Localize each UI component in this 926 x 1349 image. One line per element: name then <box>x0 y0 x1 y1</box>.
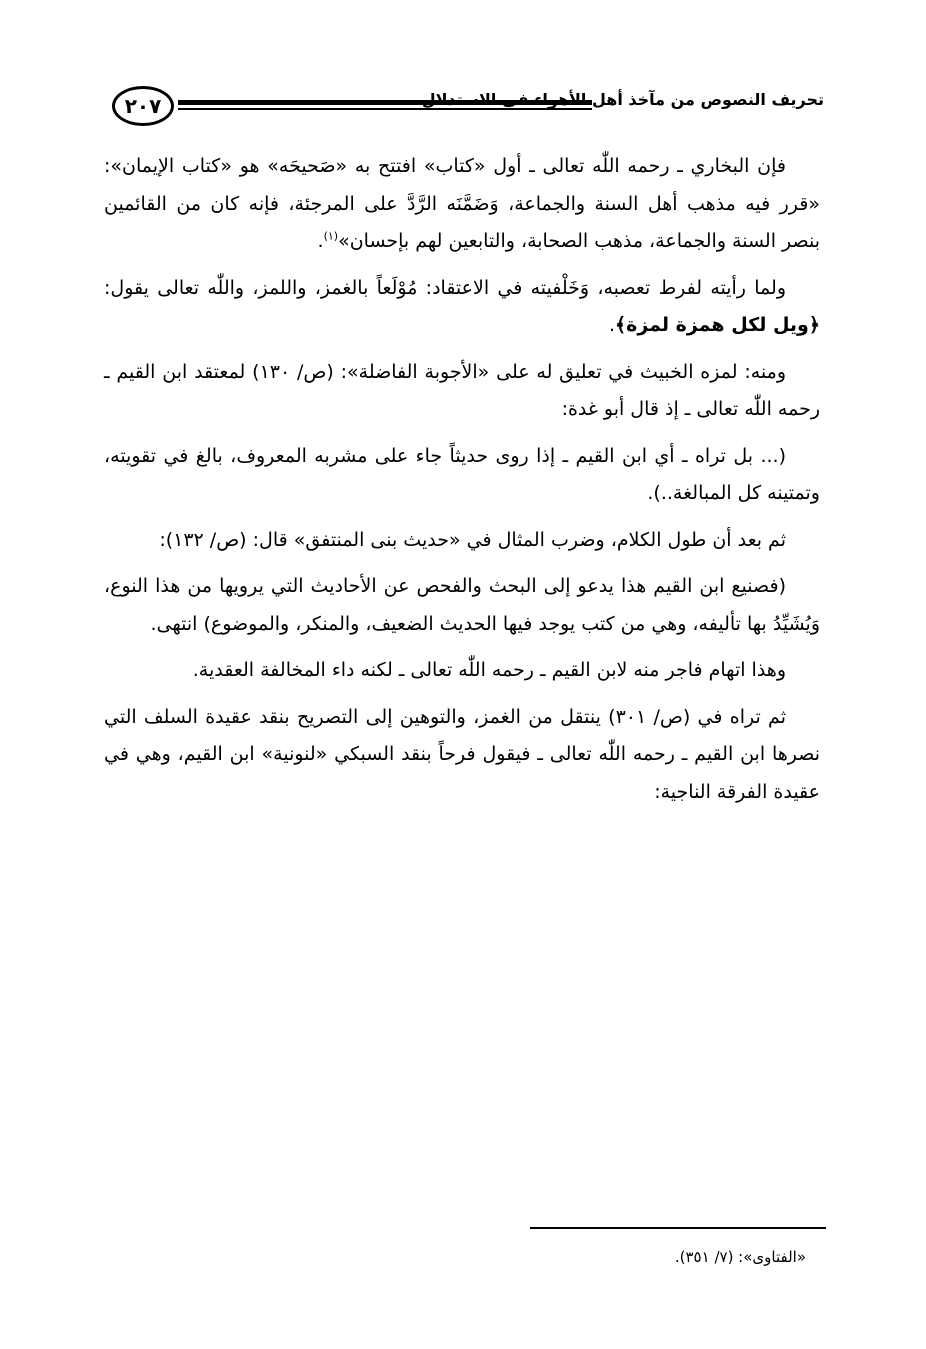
paragraph-7: وهذا اتهام فاجر منه لابن القيم ـ رحمه اللّٰه تعالى ـ لكنه داء المخالفة العقدية. <box>192 659 786 681</box>
paragraph-4-quote: (... بل تراه ـ أي ابن القيم ـ إذا روى حديثاً جاء على مشربه المعروف، بالغ في تقويته، وتمتينه كل المبالغة..). <box>104 444 820 504</box>
paragraph-1-end: . <box>317 230 324 252</box>
footnote-reference: (١) <box>323 229 339 243</box>
page-body <box>104 148 820 820</box>
page-header <box>112 84 824 134</box>
paragraph-2 <box>104 270 820 345</box>
running-title: تحريف النصوص من مآخذ أهل الأهواء في الاستدلال <box>421 90 824 109</box>
paragraph-3: ومنه: لمزه الخبيث في تعليق له على «الأجوبة الفاضلة»: (ص/ ١٣٠) لمعتقد ابن القيم ـ رحمه اللّٰه تعالى ـ إذ قال أبو غدة: <box>104 360 820 420</box>
footnote: «الفتاوى»: (٧/ ٣٥١). <box>674 1248 806 1266</box>
paragraph-2-text: ولما رأيته لفرط تعصبه، وَخَلْفيته في الاعتقاد: مُوْلَعاً بالغمز، واللمز، واللّٰه تعالى يقول: <box>104 276 786 299</box>
paragraph-8: ثم تراه في (ص/ ٣٠١) ينتقل من الغمز، والتوهين إلى التصريح بنقد عقيدة السلف التي نصرها ابن القيم ـ رحمه اللّٰه تعالى ـ فيقول فرحاً بنقد السبكي «لنونية» ابن القيم، وهي في عقيدة الفرقة الناجية: <box>104 705 820 803</box>
page-number: ٢٠٧ <box>112 86 174 126</box>
paragraph-6-quote: (فصنيع ابن القيم هذا يدعو إلى البحث والفحص عن الأحاديث التي يرويها من هذا النوع، وَيُشَيِّدُ بها تأليفه، وهي من كتب يوجد فيها الحديث الضعيف، والمنكر، والموضوع) انتهى. <box>104 575 820 635</box>
quran-verse: ﴿ويل لكل همزة لمزة﴾ <box>614 314 820 336</box>
paragraph-1-text: فإن البخاري ـ رحمه اللّٰه تعالى ـ أول «كتاب» افتتح به «صَحيحَه» هو «كتاب الإيمان»: «قرر فيه مذهب أهل السنة والجماعة، وَضَمَّنَه الرَّدَّ على المرجئة، فإنه كان من القائمين بنصر السنة والجماعة، مذهب الصحابة، والتابعين لهم بإحسان» <box>104 155 820 252</box>
paragraph-2-end: . <box>608 314 615 336</box>
footnote-separator <box>530 1227 826 1229</box>
paragraph-5: ثم بعد أن طول الكلام، وضرب المثال في «حديث بنى المنتفق» قال: (ص/ ١٣٢): <box>159 528 786 551</box>
paragraph-1 <box>104 148 820 261</box>
